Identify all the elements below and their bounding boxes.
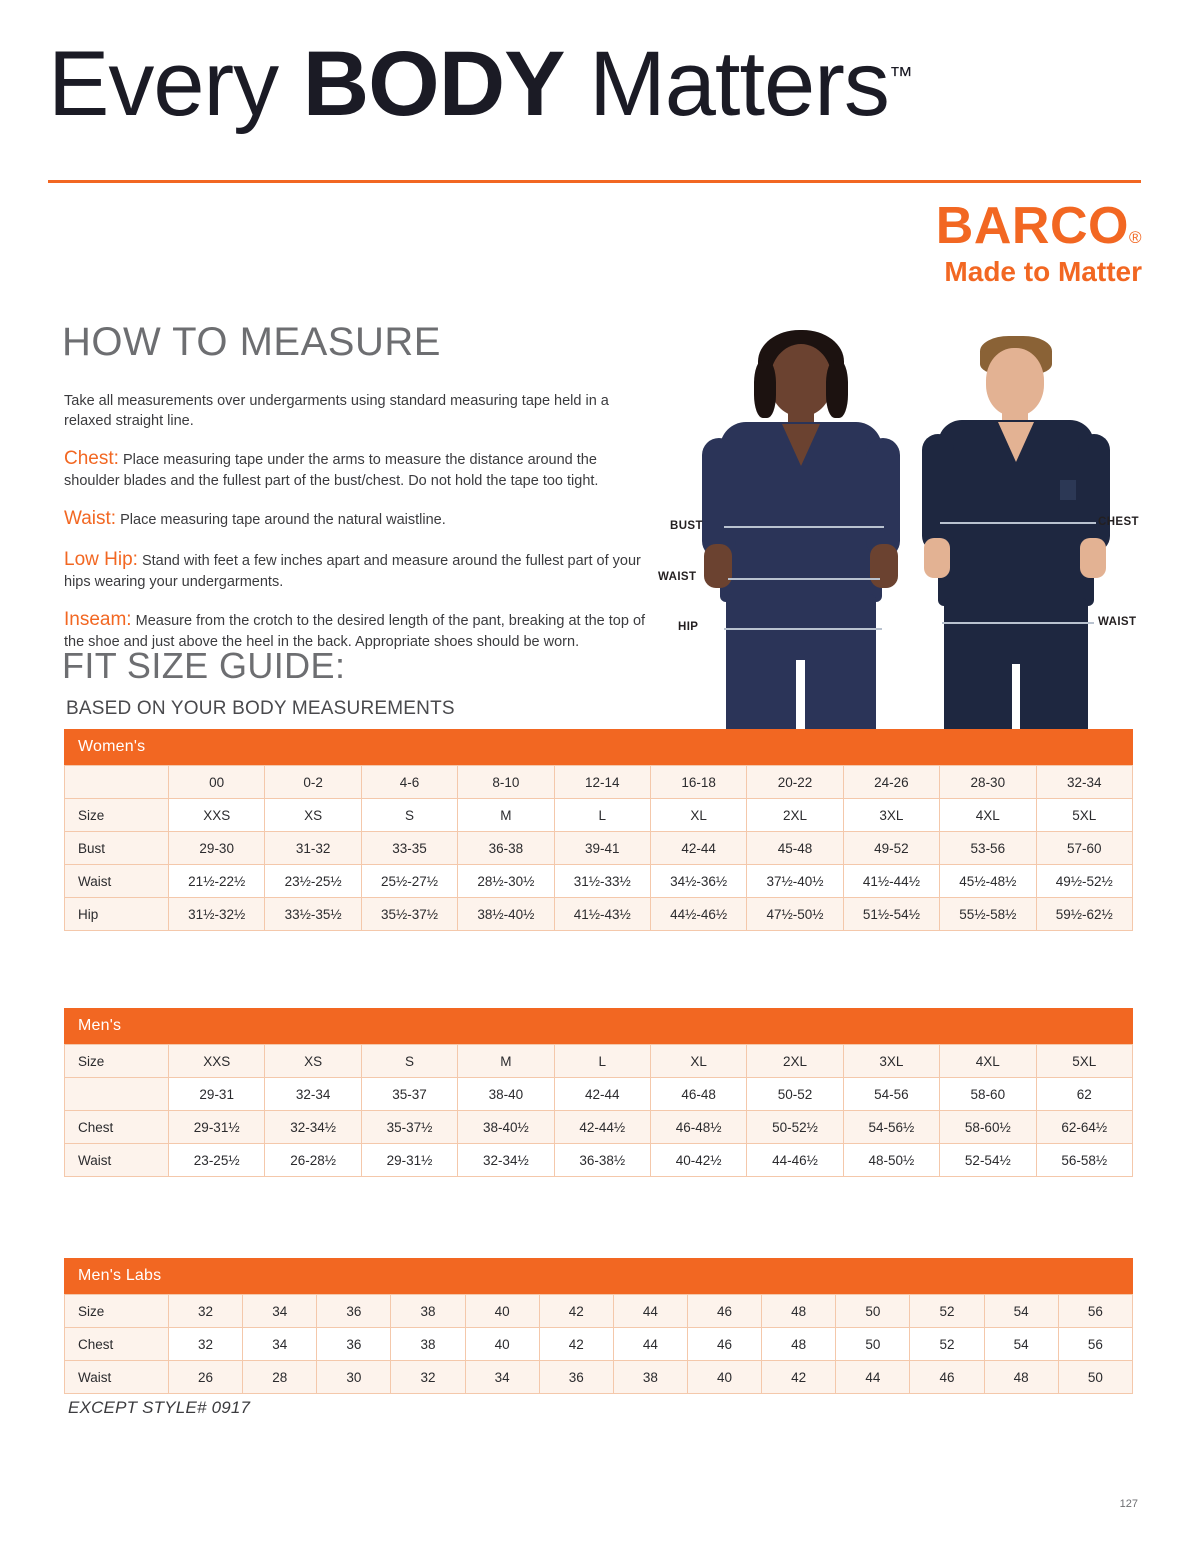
cell: 53-56 [940,832,1036,865]
cell: 38-40½ [458,1111,554,1144]
label-hip: HIP [678,621,699,633]
cell: 40 [687,1361,761,1394]
cell: 31½-32½ [169,898,265,931]
cell: 47½-50½ [747,898,843,931]
cell: 32 [391,1361,465,1394]
row-label: Size [65,1045,169,1078]
cell: L [554,1045,650,1078]
cell: 38 [613,1361,687,1394]
cell: 3XL [843,1045,939,1078]
cell: S [361,1045,457,1078]
cell: 16-18 [650,766,746,799]
cell: 50-52 [747,1078,843,1111]
cell: M [458,799,554,832]
headline-part-3: Matters [564,33,889,135]
cell: 23-25½ [169,1144,265,1177]
registered-icon: ® [1128,228,1142,247]
male-arm-right [1078,434,1110,552]
cell: 35-37 [361,1078,457,1111]
cell: 32-34 [265,1078,361,1111]
brand-tagline: Made to Matter [944,256,1142,287]
header-divider [48,180,1141,183]
cell: 45½-48½ [940,865,1036,898]
cell: 4-6 [361,766,457,799]
cell: 31½-33½ [554,865,650,898]
cell: 40-42½ [650,1144,746,1177]
cell: 36 [539,1361,613,1394]
cell: 38½-40½ [458,898,554,931]
table-row [65,766,1133,799]
cell: 52-54½ [940,1144,1036,1177]
cell: 48 [762,1328,836,1361]
cell: 29-31½ [361,1144,457,1177]
row-label: Waist [65,1144,169,1177]
cell: 51½-54½ [843,898,939,931]
cell: 33-35 [361,832,457,865]
cell: 55½-58½ [940,898,1036,931]
measure-item-low-hip [64,547,654,592]
cell: 4XL [940,1045,1036,1078]
mens-table [64,1044,1133,1177]
brand-logo [935,197,1142,287]
cell: 38 [391,1328,465,1361]
cell: 41½-44½ [843,865,939,898]
page-number: 127 [1119,1498,1138,1510]
cell: 46-48 [650,1078,746,1111]
how-to-measure-title: HOW TO MEASURE [62,320,441,364]
cell: 23½-25½ [265,865,361,898]
cell: 34 [465,1361,539,1394]
mens-labs-table [64,1294,1133,1394]
cell: 54-56½ [843,1111,939,1144]
cell: 0-2 [265,766,361,799]
headline-part-1: Every [48,33,303,135]
table-row [65,1144,1133,1177]
cell: 36 [317,1328,391,1361]
female-arm-right [866,438,900,558]
how-to-measure-body [64,392,654,667]
chest-measure-line-male [940,522,1096,524]
table-row [65,1111,1133,1144]
bust-measure-line [724,526,884,528]
male-chest-pocket [1060,480,1076,500]
cell: 42-44 [650,832,746,865]
cell: 44 [613,1328,687,1361]
trademark-symbol: ™ [888,62,913,90]
womens-size-table [64,729,1133,931]
male-leg-gap [1012,664,1020,730]
cell: 42-44½ [554,1111,650,1144]
cell: XL [650,1045,746,1078]
measure-text-low-hip: Stand with feet a few inches apart and measure around the fullest part of your hips wearing your undergarments. [64,552,641,590]
cell: 28 [243,1361,317,1394]
label-chest: CHEST [1098,516,1139,528]
cell: 50-52½ [747,1111,843,1144]
cell: 3XL [843,799,939,832]
cell: 46 [687,1328,761,1361]
cell: 52 [910,1295,984,1328]
cell: 56 [1058,1328,1132,1361]
cell: 35½-37½ [361,898,457,931]
table-row [65,1328,1133,1361]
row-label: Waist [65,1361,169,1394]
page-headline [48,33,1148,158]
row-label: Chest [65,1328,169,1361]
cell: 33½-35½ [265,898,361,931]
cell: XXS [169,1045,265,1078]
cell: L [554,799,650,832]
cell: 28-30 [940,766,1036,799]
fit-size-guide-subtitle: BASED ON YOUR BODY MEASUREMENTS [66,698,455,719]
cell: 00 [169,766,265,799]
cell: 50 [836,1328,910,1361]
cell: 62-64½ [1036,1111,1132,1144]
cell: 2XL [747,1045,843,1078]
cell: 41½-43½ [554,898,650,931]
cell: 48-50½ [843,1144,939,1177]
waist-measure-line-female [728,578,880,580]
row-label [65,766,169,799]
cell: 26-28½ [265,1144,361,1177]
cell: XL [650,799,746,832]
measure-intro: Take all measurements over undergarments using standard measuring tape held in a relaxed straight line. [64,393,609,429]
cell: 54-56 [843,1078,939,1111]
cell: 42 [762,1361,836,1394]
cell: 30 [317,1361,391,1394]
cell: 2XL [747,799,843,832]
cell: 29-31 [169,1078,265,1111]
measurement-diagram [650,330,1150,730]
cell: 42 [539,1295,613,1328]
cell: 25½-27½ [361,865,457,898]
cell: 20-22 [747,766,843,799]
measure-text-inseam: Measure from the crotch to the desired length of the pant, breaking at the top of the shoe and just above the heel in the back. Appropriate shoes should be worn. [64,613,646,650]
cell: 56-58½ [1036,1144,1132,1177]
female-leg-gap [796,660,805,730]
cell: 44 [836,1361,910,1394]
cell: 5XL [1036,799,1132,832]
cell: 21½-22½ [169,865,265,898]
measure-label-inseam: Inseam: [64,609,132,631]
table-row [65,1078,1133,1111]
female-hand-right [870,544,898,588]
table-row [65,1361,1133,1394]
cell: 12-14 [554,766,650,799]
female-hand-left [704,544,732,588]
table-row [65,832,1133,865]
measure-text-chest: Place measuring tape under the arms to measure the distance around the shoulder blades and the fullest part of the bust/chest. Do not hold the tape too tight. [64,452,599,489]
male-hand-right [1080,538,1106,578]
female-head [770,344,832,416]
cell: 32-34 [1036,766,1132,799]
female-hair-left [754,360,776,418]
headline-part-2: BODY [302,33,565,135]
cell: 49-52 [843,832,939,865]
mens-labs-table-caption: Men's Labs [64,1258,1133,1294]
table-row [65,898,1133,931]
cell: XS [265,799,361,832]
cell: 46-48½ [650,1111,746,1144]
row-label: Hip [65,898,169,931]
measure-label-waist: Waist: [64,508,117,530]
mens-table-caption: Men's [64,1008,1133,1044]
cell: 5XL [1036,1045,1132,1078]
measure-text-waist: Place measuring tape around the natural waistline. [120,512,446,529]
waist-measure-line-male [942,622,1094,624]
mens-size-table [64,1008,1133,1177]
cell: 48 [984,1361,1058,1394]
cell: 50 [1058,1361,1132,1394]
cell: 57-60 [1036,832,1132,865]
row-label: Chest [65,1111,169,1144]
cell: 36 [317,1295,391,1328]
male-head [986,348,1044,416]
cell: 58-60 [940,1078,1036,1111]
cell: 58-60½ [940,1111,1036,1144]
cell: 24-26 [843,766,939,799]
label-waist-left: WAIST [658,571,697,583]
table-row [65,1045,1133,1078]
row-label: Bust [65,832,169,865]
cell: 56 [1058,1295,1132,1328]
cell: 26 [169,1361,243,1394]
cell: 44½-46½ [650,898,746,931]
label-bust: BUST [670,520,703,532]
row-label: Size [65,1295,169,1328]
male-arm-left [922,434,954,552]
row-label: Waist [65,865,169,898]
label-waist-right: WAIST [1098,616,1137,628]
cell: 42 [539,1328,613,1361]
cell: XS [265,1045,361,1078]
cell: S [361,799,457,832]
cell: 32-34½ [458,1144,554,1177]
womens-table [64,765,1133,931]
male-hand-left [924,538,950,578]
cell: XXS [169,799,265,832]
cell: 38-40 [458,1078,554,1111]
row-label: Size [65,799,169,832]
footnote: EXCEPT STYLE# 0917 [68,1398,251,1417]
cell: 62 [1036,1078,1132,1111]
cell: 4XL [940,799,1036,832]
cell: M [458,1045,554,1078]
cell: 32-34½ [265,1111,361,1144]
cell: 48 [762,1295,836,1328]
female-hair-right [826,360,848,418]
cell: 40 [465,1328,539,1361]
cell: 49½-52½ [1036,865,1132,898]
cell: 29-30 [169,832,265,865]
cell: 38 [391,1295,465,1328]
cell: 36-38½ [554,1144,650,1177]
mens-labs-size-table [64,1258,1133,1394]
fit-size-guide-title: FIT SIZE GUIDE: [62,645,346,686]
cell: 59½-62½ [1036,898,1132,931]
cell: 8-10 [458,766,554,799]
cell: 36-38 [458,832,554,865]
cell: 39-41 [554,832,650,865]
cell: 54 [984,1295,1058,1328]
measure-item-chest [64,446,654,491]
cell: 54 [984,1328,1058,1361]
cell: 35-37½ [361,1111,457,1144]
cell: 32 [169,1295,243,1328]
cell: 32 [169,1328,243,1361]
womens-table-caption: Women's [64,729,1133,765]
cell: 28½-30½ [458,865,554,898]
cell: 31-32 [265,832,361,865]
cell: 37½-40½ [747,865,843,898]
brand-name-text: BARCO [935,197,1129,255]
female-arm-left [702,438,736,558]
measure-label-low-hip: Low Hip: [64,548,138,570]
cell: 44-46½ [747,1144,843,1177]
measure-label-chest: Chest: [64,448,119,470]
row-label [65,1078,169,1111]
cell: 46 [910,1361,984,1394]
cell: 34½-36½ [650,865,746,898]
table-row [65,865,1133,898]
cell: 40 [465,1295,539,1328]
table-row [65,1295,1133,1328]
cell: 34 [243,1295,317,1328]
table-row [65,799,1133,832]
brand-name [935,197,1142,255]
cell: 42-44 [554,1078,650,1111]
cell: 46 [687,1295,761,1328]
cell: 50 [836,1295,910,1328]
measure-item-waist [64,506,654,532]
hip-measure-line [724,628,882,630]
cell: 29-31½ [169,1111,265,1144]
cell: 34 [243,1328,317,1361]
cell: 52 [910,1328,984,1361]
cell: 44 [613,1295,687,1328]
cell: 45-48 [747,832,843,865]
